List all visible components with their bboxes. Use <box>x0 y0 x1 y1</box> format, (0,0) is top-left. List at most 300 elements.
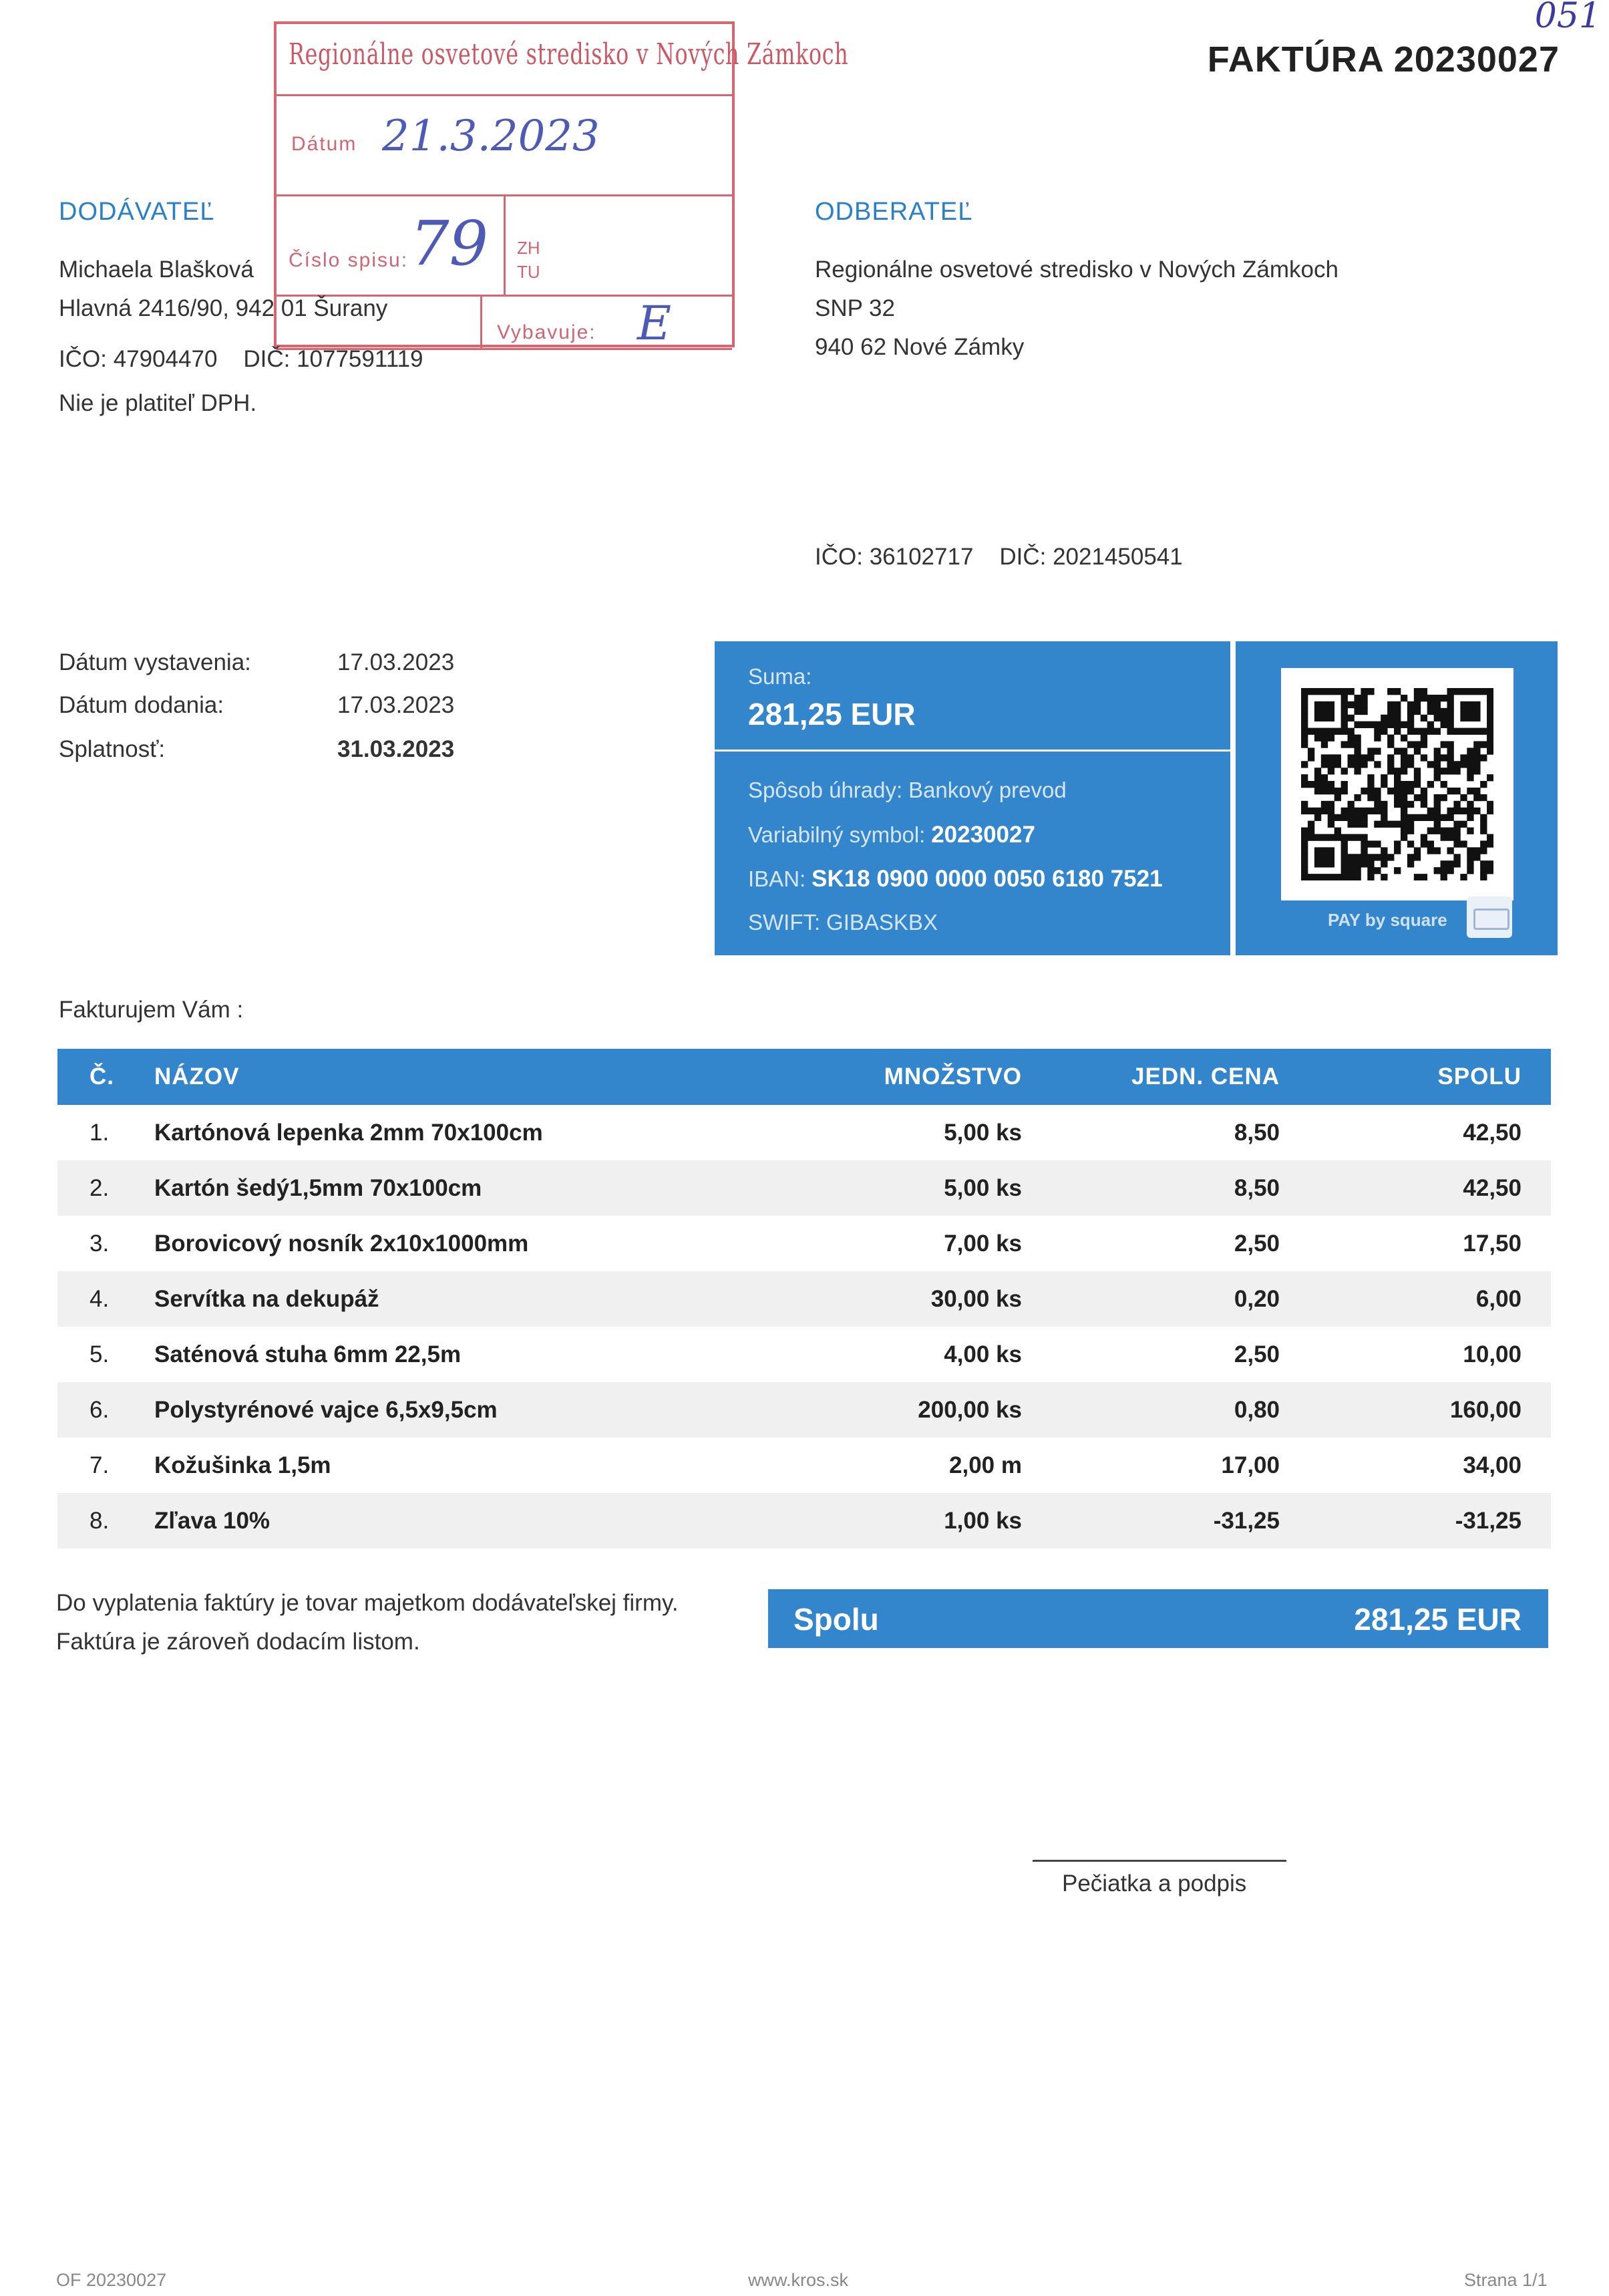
qr-module <box>1414 701 1421 708</box>
row-qty: 1,00 ks <box>944 1508 1022 1534</box>
qr-module <box>1460 874 1467 880</box>
qr-module <box>1401 748 1407 754</box>
qr-module <box>1361 847 1367 854</box>
qr-module <box>1341 721 1348 728</box>
qr-module <box>1421 794 1427 801</box>
qr-module <box>1381 728 1387 735</box>
qr-module <box>1467 854 1473 860</box>
card-icon <box>1467 896 1512 938</box>
qr-module <box>1348 814 1355 821</box>
qr-module <box>1361 834 1367 840</box>
row-price: 0,20 <box>1234 1286 1280 1312</box>
qr-module <box>1301 735 1308 742</box>
qr-module <box>1453 834 1460 840</box>
qr-module <box>1414 695 1421 701</box>
qr-module <box>1441 708 1447 715</box>
customer-name: Regionálne osvetové stredisko v Nových Zámkoch <box>815 257 1338 283</box>
qr-module <box>1414 774 1421 781</box>
qr-module <box>1414 688 1421 695</box>
qr-module <box>1348 741 1355 748</box>
qr-module <box>1374 728 1381 735</box>
qr-module <box>1308 688 1314 695</box>
iban-line <box>748 866 1163 892</box>
qr-module <box>1328 735 1334 742</box>
qr-module <box>1334 794 1341 801</box>
qr-module <box>1301 808 1308 814</box>
qr-module <box>1473 854 1480 860</box>
qr-module <box>1480 794 1487 801</box>
qr-module <box>1434 867 1441 874</box>
qr-module <box>1414 874 1421 880</box>
qr-module <box>1341 788 1348 794</box>
qr-module <box>1453 801 1460 808</box>
qr-module <box>1414 708 1421 715</box>
qr-module <box>1460 761 1467 768</box>
row-name: Saténová stuha 6mm 22,5m <box>154 1341 462 1367</box>
header-qty: MNOŽSTVO <box>884 1063 1022 1090</box>
qr-module <box>1381 847 1387 854</box>
qr-module <box>1394 768 1401 774</box>
qr-module <box>1321 781 1328 788</box>
qr-module <box>1387 761 1394 768</box>
grand-total-value: 281,25 EUR <box>1354 1602 1522 1637</box>
qr-module <box>1367 808 1374 814</box>
stamp-vybavuje-label: Vybavuje: <box>497 321 596 343</box>
qr-module <box>1480 754 1487 761</box>
qr-module <box>1348 821 1355 828</box>
qr-module <box>1314 834 1321 840</box>
qr-module <box>1473 715 1480 721</box>
qr-module <box>1308 748 1314 754</box>
qr-module <box>1308 754 1314 761</box>
qr-module <box>1407 788 1414 794</box>
qr-module <box>1480 840 1487 847</box>
qr-module <box>1473 688 1480 695</box>
qr-module <box>1394 788 1401 794</box>
qr-module <box>1414 781 1421 788</box>
qr-module <box>1427 781 1434 788</box>
swift: GIBASKBX <box>826 910 938 935</box>
qr-module <box>1467 748 1473 754</box>
qr-module <box>1447 708 1453 715</box>
qr-module <box>1387 735 1394 742</box>
footer-page: Strana 1/1 <box>1464 2270 1548 2290</box>
qr-module <box>1453 821 1460 828</box>
stamp-date-row <box>277 94 732 196</box>
header-name: NÁZOV <box>154 1063 240 1090</box>
row-name: Servítka na dekupáž <box>154 1286 379 1312</box>
qr-module <box>1348 688 1355 695</box>
qr-module <box>1401 814 1407 821</box>
qr-module <box>1441 874 1447 880</box>
qr-module <box>1473 701 1480 708</box>
qr-module <box>1467 828 1473 834</box>
qr-module <box>1427 701 1434 708</box>
qr-module <box>1421 754 1427 761</box>
qr-module <box>1348 834 1355 840</box>
qr-module <box>1487 808 1493 814</box>
sum-value: 281,25 EUR <box>748 697 916 731</box>
qr-module <box>1441 781 1447 788</box>
row-total: 42,50 <box>1463 1175 1522 1201</box>
table-row <box>57 1216 1551 1271</box>
qr-module <box>1401 695 1407 701</box>
qr-module <box>1394 867 1401 874</box>
qr-module <box>1387 715 1394 721</box>
qr-module <box>1407 801 1414 808</box>
qr-module <box>1341 834 1348 840</box>
qr-module <box>1434 715 1441 721</box>
qr-module <box>1467 728 1473 735</box>
qr-module <box>1354 834 1361 840</box>
qr-module <box>1427 721 1434 728</box>
qr-module <box>1434 794 1441 801</box>
iban: SK18 0900 0000 0050 6180 7521 <box>812 866 1163 892</box>
qr-module <box>1434 708 1441 715</box>
qr-module <box>1328 834 1334 840</box>
qr-module <box>1480 688 1487 695</box>
qr-module <box>1301 701 1308 708</box>
qr-module <box>1447 808 1453 814</box>
qr-module <box>1341 701 1348 708</box>
row-total: 34,00 <box>1463 1452 1522 1478</box>
row-total: 160,00 <box>1449 1397 1522 1423</box>
qr-module <box>1467 701 1473 708</box>
row-name: Kartónová lepenka 2mm 70x100cm <box>154 1120 543 1146</box>
qr-module <box>1328 715 1334 721</box>
qr-module <box>1467 860 1473 867</box>
stamp-date-label: Dátum <box>291 133 357 155</box>
qr-module <box>1427 695 1434 701</box>
qr-module <box>1467 754 1473 761</box>
row-total: 42,50 <box>1463 1120 1522 1146</box>
qr-module <box>1328 860 1334 867</box>
qr-module <box>1487 695 1493 701</box>
qr-module <box>1401 721 1407 728</box>
qr-module <box>1394 748 1401 754</box>
qr-module <box>1334 728 1341 735</box>
qr-module <box>1367 748 1374 754</box>
qr-module <box>1314 847 1321 854</box>
qr-module <box>1381 801 1387 808</box>
variable-symbol-line <box>748 822 1035 848</box>
qr-module <box>1480 847 1487 854</box>
qr-module <box>1473 788 1480 794</box>
qr-module <box>1401 761 1407 768</box>
qr-module <box>1334 788 1341 794</box>
qr-module <box>1374 788 1381 794</box>
qr-module <box>1341 860 1348 867</box>
qr-module <box>1314 781 1321 788</box>
table-row <box>57 1438 1551 1493</box>
qr-module <box>1480 814 1487 821</box>
qr-module <box>1314 688 1321 695</box>
qr-module <box>1341 808 1348 814</box>
qr-module <box>1367 774 1374 781</box>
qr-module <box>1401 834 1407 840</box>
qr-module <box>1453 860 1460 867</box>
qr-module <box>1414 814 1421 821</box>
qr-module <box>1374 867 1381 874</box>
handwritten-corner-mark: 051 <box>1534 0 1601 36</box>
qr-module <box>1367 754 1374 761</box>
qr-module <box>1447 768 1453 774</box>
table-row <box>57 1382 1551 1438</box>
customer-ids <box>815 544 1183 570</box>
qr-module <box>1394 840 1401 847</box>
qr-module <box>1321 834 1328 840</box>
qr-module <box>1348 715 1355 721</box>
qr-module <box>1361 761 1367 768</box>
qr-module <box>1460 701 1467 708</box>
qr-module <box>1421 695 1427 701</box>
variable-symbol: 20230027 <box>931 822 1035 848</box>
qr-module <box>1341 867 1348 874</box>
stamp-sub-labels <box>517 236 540 284</box>
qr-module <box>1341 695 1348 701</box>
qr-module <box>1407 814 1414 821</box>
qr-module <box>1441 754 1447 761</box>
qr-module <box>1467 847 1473 854</box>
customer-dic: 2021450541 <box>1053 544 1183 570</box>
qr-module <box>1348 754 1355 761</box>
pay-by-square-label: PAY by square <box>1328 910 1447 930</box>
row-num: 2. <box>90 1175 110 1201</box>
qr-module <box>1328 808 1334 814</box>
qr-module <box>1394 781 1401 788</box>
qr-module <box>1321 854 1328 860</box>
row-total: 10,00 <box>1463 1341 1522 1367</box>
qr-module <box>1354 741 1361 748</box>
qr-module <box>1301 781 1308 788</box>
qr-module <box>1473 728 1480 735</box>
qr-module <box>1367 794 1374 801</box>
row-qty: 5,00 ks <box>944 1175 1022 1201</box>
qr-module <box>1394 688 1401 695</box>
qr-module <box>1341 708 1348 715</box>
qr-module <box>1427 708 1434 715</box>
row-total: -31,25 <box>1455 1508 1522 1534</box>
qr-module <box>1301 688 1308 695</box>
row-name: Kožušinka 1,5m <box>154 1452 331 1478</box>
row-qty: 5,00 ks <box>944 1120 1022 1146</box>
qr-module <box>1421 741 1427 748</box>
qr-module <box>1374 735 1381 742</box>
qr-module <box>1414 768 1421 774</box>
qr-module <box>1367 688 1374 695</box>
supplier-vat-note: Nie je platiteľ DPH. <box>59 390 257 416</box>
qr-module <box>1401 754 1407 761</box>
qr-module <box>1321 774 1328 781</box>
qr-module <box>1467 814 1473 821</box>
qr-module <box>1447 695 1453 701</box>
customer-ico: 36102717 <box>869 544 974 570</box>
row-qty: 30,00 ks <box>930 1286 1022 1312</box>
qr-module <box>1314 708 1321 715</box>
qr-module <box>1467 867 1473 874</box>
qr-module <box>1321 761 1328 768</box>
supplier-dic-label: DIČ: <box>243 346 291 372</box>
qr-module <box>1447 721 1453 728</box>
qr-module <box>1361 808 1367 814</box>
qr-module <box>1487 728 1493 735</box>
stamp-number-label: Číslo spisu: <box>289 249 409 271</box>
qr-module <box>1460 688 1467 695</box>
qr-module <box>1321 701 1328 708</box>
qr-module <box>1301 854 1308 860</box>
header-num: Č. <box>90 1063 114 1090</box>
table-row <box>57 1105 1551 1160</box>
supplier-heading: DODÁVATEĽ <box>59 198 215 226</box>
qr-module <box>1407 821 1414 828</box>
due-label: Splatnosť: <box>59 736 166 762</box>
qr-module <box>1367 867 1374 874</box>
qr-module <box>1407 828 1414 834</box>
qr-module <box>1301 721 1308 728</box>
header-price: JEDN. CENA <box>1131 1063 1280 1090</box>
qr-module <box>1341 741 1348 748</box>
row-num: 4. <box>90 1286 110 1312</box>
qr-module <box>1421 688 1427 695</box>
qr-module <box>1467 761 1473 768</box>
qr-module <box>1401 828 1407 834</box>
stamp-sub-label: TU <box>517 262 540 282</box>
qr-module <box>1394 728 1401 735</box>
qr-module <box>1487 741 1493 748</box>
qr-module <box>1354 874 1361 880</box>
qr-module <box>1460 840 1467 847</box>
row-num: 6. <box>90 1397 110 1423</box>
invoice-title: FAKTÚRA 20230027 <box>1207 39 1560 79</box>
qr-module <box>1421 735 1427 742</box>
qr-module <box>1407 741 1414 748</box>
qr-module <box>1487 701 1493 708</box>
qr-module <box>1407 781 1414 788</box>
qr-module <box>1321 874 1328 880</box>
table-row <box>57 1493 1551 1548</box>
qr-module <box>1414 854 1421 860</box>
qr-module <box>1421 715 1427 721</box>
qr-module <box>1301 828 1308 834</box>
qr-module <box>1367 788 1374 794</box>
qr-module <box>1473 794 1480 801</box>
qr-module <box>1434 768 1441 774</box>
qr-module <box>1480 828 1487 834</box>
stamp-organization: Regionálne osvetové stredisko v Nových Zámkoch <box>289 37 849 71</box>
qr-module <box>1394 794 1401 801</box>
qr-module <box>1354 701 1361 708</box>
qr-code-image <box>1301 688 1493 880</box>
qr-module <box>1427 814 1434 821</box>
qr-module <box>1434 801 1441 808</box>
qr-module <box>1334 828 1341 834</box>
qr-module <box>1348 701 1355 708</box>
qr-module <box>1460 821 1467 828</box>
qr-module <box>1341 847 1348 854</box>
qr-module <box>1374 821 1381 828</box>
qr-module <box>1341 781 1348 788</box>
stamp-number-value: 79 <box>410 208 489 279</box>
grand-total-bar <box>768 1589 1548 1648</box>
qr-module <box>1487 735 1493 742</box>
qr-module <box>1434 761 1441 768</box>
qr-module <box>1467 715 1473 721</box>
qr-module <box>1473 708 1480 715</box>
qr-module <box>1387 701 1394 708</box>
qr-module <box>1441 794 1447 801</box>
qr-module <box>1487 774 1493 781</box>
due-date: 31.03.2023 <box>337 736 455 762</box>
row-price: 2,50 <box>1234 1231 1280 1257</box>
qr-module <box>1301 847 1308 854</box>
qr-module <box>1407 728 1414 735</box>
qr-module <box>1328 728 1334 735</box>
qr-module <box>1354 721 1361 728</box>
qr-module <box>1381 781 1387 788</box>
swift-label: SWIFT: <box>748 910 821 935</box>
qr-module <box>1394 847 1401 854</box>
qr-module <box>1427 761 1434 768</box>
qr-module <box>1301 860 1308 867</box>
qr-module <box>1453 840 1460 847</box>
swift-line <box>748 910 938 935</box>
note-delivery: Faktúra je zároveň dodacím listom. <box>56 1629 420 1655</box>
qr-module <box>1394 721 1401 728</box>
qr-module <box>1421 834 1427 840</box>
qr-module <box>1308 874 1314 880</box>
qr-module <box>1314 701 1321 708</box>
qr-module <box>1334 874 1341 880</box>
row-qty: 7,00 ks <box>944 1231 1022 1257</box>
table-header <box>57 1049 1551 1105</box>
qr-module <box>1453 688 1460 695</box>
qr-module <box>1473 808 1480 814</box>
qr-module <box>1467 708 1473 715</box>
qr-module <box>1460 708 1467 715</box>
qr-module <box>1348 801 1355 808</box>
qr-module <box>1381 774 1387 781</box>
qr-module <box>1341 814 1348 821</box>
qr-module <box>1447 748 1453 754</box>
qr-module <box>1341 715 1348 721</box>
qr-module <box>1467 768 1473 774</box>
qr-module <box>1301 840 1308 847</box>
qr-module <box>1467 801 1473 808</box>
qr-module <box>1453 728 1460 735</box>
qr-module <box>1381 860 1387 867</box>
qr-module <box>1441 695 1447 701</box>
footer-website: www.kros.sk <box>748 2270 849 2290</box>
qr-module <box>1381 814 1387 821</box>
qr-module <box>1414 748 1421 754</box>
qr-module <box>1441 768 1447 774</box>
qr-module <box>1361 754 1367 761</box>
qr-module <box>1473 741 1480 748</box>
items-table <box>57 1049 1551 1548</box>
qr-module <box>1447 728 1453 735</box>
grand-total-label: Spolu <box>793 1602 879 1637</box>
qr-module <box>1401 781 1407 788</box>
qr-module <box>1328 821 1334 828</box>
qr-module <box>1361 840 1367 847</box>
qr-module <box>1480 728 1487 735</box>
qr-module <box>1314 808 1321 814</box>
row-num: 5. <box>90 1341 110 1367</box>
qr-module <box>1387 788 1394 794</box>
qr-module <box>1453 808 1460 814</box>
qr-module <box>1447 867 1453 874</box>
qr-module <box>1301 715 1308 721</box>
